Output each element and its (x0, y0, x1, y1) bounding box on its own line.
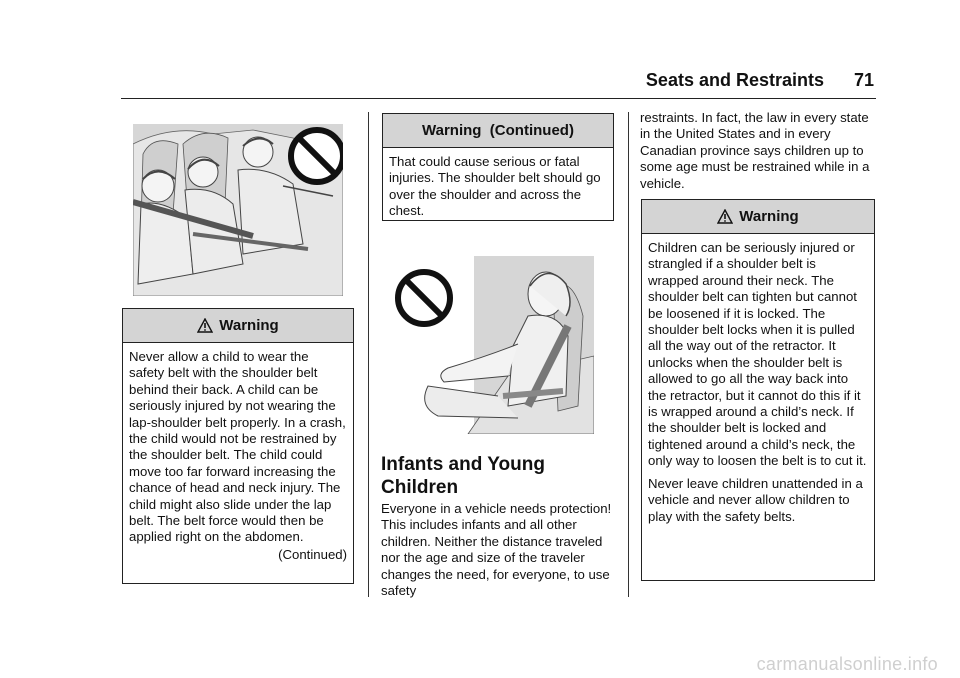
warning-box-continued (382, 113, 614, 221)
section-heading: Infants and Young Children (381, 454, 545, 498)
warning-continued-title: Warning (Continued) (422, 122, 574, 139)
warning-box-strangulation (641, 199, 875, 581)
illustration-children-seated (133, 124, 343, 296)
section-paragraph-part2: restraints. In fact, the law in every state in the United States and in every Canadian province says children up to some age must be restrained while in a vehicle. (640, 110, 870, 191)
warning2-title: Warning (739, 208, 799, 225)
continued-label: (Continued) (278, 546, 347, 562)
column-divider-right (628, 112, 629, 597)
warning-continued-text: That could cause serious or fatal injuries. The shoulder belt should go over the shoulder and across the chest. (389, 154, 601, 219)
warning-box-children-belt (122, 308, 354, 584)
page-number: 71 (853, 70, 874, 90)
warning-triangle-icon (197, 318, 213, 333)
woman-seated-drawing (388, 256, 594, 434)
running-header (560, 70, 876, 94)
warning-text: Never allow a child to wear the safety belt with the shoulder belt behind their back. A child can be seriously injured by not wearing the lap-shoulder belt properly. In a crash, the child would not be restrained by the shoulder belt. The child could move too far forward increasing the chance of head and neck injury. The child might also slide under the lap belt. The belt force would then be applied right on the abdomen. (129, 349, 346, 545)
column-divider-left (368, 112, 369, 597)
section-paragraph-part1: Everyone in a vehicle needs protection! This includes infants and all other children. Neither the distance traveled nor the age and size of the traveler changes the need, for everyone, to use safety (381, 501, 612, 599)
illustration-woman-seated (388, 256, 594, 434)
warning-continued-body (383, 148, 613, 230)
header-title: Seats and Restraints (645, 70, 824, 90)
warning-body (123, 343, 353, 567)
watermark: carmanualsonline.info (756, 654, 938, 674)
warning-header (123, 309, 353, 343)
warning-title: Warning (219, 317, 279, 334)
warning2-text-2: Never leave children unattended in a vehicle and never allow children to play with the safety belts. (648, 475, 863, 524)
children-seated-drawing (133, 124, 343, 296)
warning2-header (642, 200, 874, 234)
warning-continued-header (383, 114, 613, 148)
header-rule (121, 98, 876, 99)
warning2-body (642, 234, 874, 535)
warning2-text-1: Children can be seriously injured or strangled if a shoulder belt is wrapped around their neck. The shoulder belt can tighten but cannot be loosened if it is locked. The shoulder belt locks when it is pulled all the way out of the retractor. It unlocks when the shoulder belt is allowed to go all the way back into the retractor, but it cannot do this if it is wrapped around a child’s neck. If the shoulder belt is locked and tightened around a child’s neck, the only way to loosen the belt is to cut it. (648, 240, 867, 469)
warning-triangle-icon (717, 209, 733, 224)
